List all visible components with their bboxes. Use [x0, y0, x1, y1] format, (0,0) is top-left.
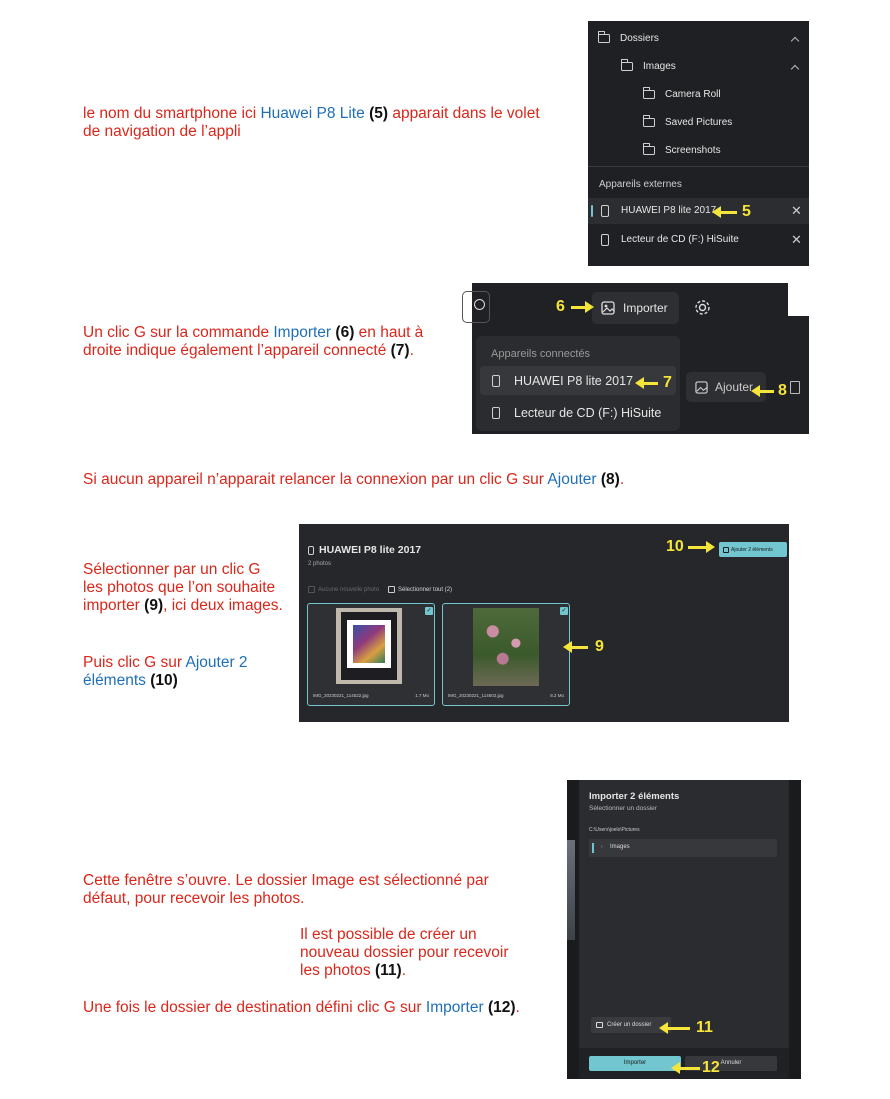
- import-menu-screenshot: [472, 283, 809, 434]
- link-importer-2: Importer: [425, 999, 484, 1016]
- nav-item-screenshots[interactable]: Screenshots: [643, 145, 721, 156]
- no-new-photo-checkbox[interactable]: Aucune nouvelle photo: [308, 586, 379, 593]
- chevron-right-icon: ›: [601, 844, 603, 850]
- photo-import-icon: [601, 301, 615, 315]
- folder-add-icon: [596, 1022, 603, 1028]
- folder-icon: [643, 90, 655, 99]
- selected-indicator: [591, 205, 593, 217]
- device-title: HUAWEI P8 lite 2017: [308, 544, 421, 556]
- step10-text: Puis clic G sur Ajouter 2 éléments (10): [83, 654, 248, 689]
- arrow-left-icon: [671, 1062, 680, 1074]
- photo-filename: IMG_20230221_114522.jpg: [313, 693, 369, 698]
- checkbox-icon: [308, 586, 315, 593]
- create-folder-button[interactable]: Créer un dossier: [591, 1017, 671, 1033]
- import-button[interactable]: Importer: [589, 1056, 681, 1071]
- folder-icon: [643, 146, 655, 155]
- close-icon[interactable]: ✕: [791, 232, 802, 247]
- nav-item-camera-roll[interactable]: Camera Roll: [643, 89, 721, 100]
- link-ajouter-2: Ajouter 2 éléments: [83, 654, 248, 689]
- gear-icon[interactable]: [694, 299, 711, 316]
- photo-card[interactable]: [442, 603, 570, 706]
- photo-thumbnail: [336, 608, 402, 684]
- search-icon[interactable]: [474, 299, 485, 310]
- cancel-button[interactable]: Annuler: [685, 1056, 777, 1071]
- background-photo-strip: [567, 840, 575, 940]
- import-dialog-screenshot: [567, 780, 801, 1079]
- add-button[interactable]: Ajouter: [686, 372, 766, 402]
- nav-item-folders[interactable]: Dossiers: [598, 33, 659, 44]
- step11-create-text: Il est possible de créer un nouveau dossier pour recevoir les photos (11).: [300, 926, 509, 979]
- annotation-arrow-5: 5: [712, 203, 751, 221]
- arrow-right-icon: [585, 301, 594, 313]
- flyout-item-huawei[interactable]: HUAWEI P8 lite 2017: [480, 366, 676, 395]
- photo-add-icon: [723, 547, 729, 553]
- nav-item-images[interactable]: Images: [621, 61, 676, 72]
- add-items-button[interactable]: Ajouter 2 éléments: [719, 542, 787, 557]
- navigation-pane-screenshot: [588, 21, 809, 266]
- link-importer: Importer: [273, 324, 332, 341]
- nav-item-device-cd[interactable]: Lecteur de CD (F:) HiSuite ✕: [588, 227, 809, 253]
- arrow-left-icon: [712, 206, 721, 218]
- annotation-arrow-6: 6: [556, 298, 594, 316]
- close-icon[interactable]: ✕: [791, 203, 802, 218]
- step6-text: Un clic G sur la commande Importer (6) en haut à droite indique également l’appareil connecté (7).: [83, 324, 424, 359]
- folder-icon: [598, 34, 610, 43]
- step5-text: le nom du smartphone ici Huawei P8 Lite (5) apparait dans le volet de navigation de l’appli: [83, 105, 540, 140]
- phone-icon: [492, 407, 500, 419]
- import-button[interactable]: Importer: [592, 292, 679, 324]
- step12-text: Une fois le dossier de destination défini clic G sur Importer (12).: [83, 999, 520, 1016]
- arrow-right-icon: [706, 541, 715, 553]
- flyout-header: Appareils connectés: [491, 348, 591, 360]
- phone-icon: [601, 234, 609, 246]
- link-ajouter: Ajouter: [547, 471, 597, 488]
- step11-text: Cette fenêtre s’ouvre. Le dossier Image est sélectionné par défaut, pour recevoir les photos.: [83, 872, 489, 907]
- annotation-arrow-7: 7: [635, 374, 672, 392]
- phone-icon: [492, 375, 500, 387]
- annotation-arrow-11: 11: [659, 1019, 713, 1037]
- annotation-arrow-8: 8: [751, 382, 787, 400]
- step9-text: Sélectionner par un clic G les photos que l’on souhaite importer (9), ici deux images.: [83, 561, 283, 614]
- dialog-title: Importer 2 éléments: [589, 791, 680, 802]
- arrow-left-icon: [751, 385, 760, 397]
- annotation-arrow-12: 12: [671, 1059, 720, 1077]
- folder-tree-item-images[interactable]: › Images: [589, 839, 777, 857]
- select-all-checkbox[interactable]: Sélectionner tout (2): [388, 586, 452, 593]
- checkbox-checked-icon[interactable]: ✓: [561, 608, 567, 614]
- section-header-external: Appareils externes: [599, 179, 682, 190]
- chevron-up-icon[interactable]: [791, 37, 799, 45]
- photo-filesize: 8.2 Mo: [550, 693, 564, 698]
- photo-filesize: 1.7 Mo: [415, 693, 429, 698]
- photo-thumbnail: [473, 608, 539, 686]
- arrow-left-icon: [635, 377, 644, 389]
- checkbox-checked-icon[interactable]: ✓: [426, 608, 432, 614]
- nav-item-device-huawei[interactable]: HUAWEI P8 lite 2017 ✕: [588, 198, 809, 224]
- folder-path: C:\Users\joels\Pictures: [589, 827, 640, 833]
- selected-indicator: [592, 843, 594, 853]
- photo-filename: IMG_20230221_114502.jpg: [448, 693, 504, 698]
- checkbox-icon: [388, 586, 395, 593]
- nav-item-saved-pictures[interactable]: Saved Pictures: [643, 117, 732, 128]
- trash-icon[interactable]: [790, 381, 800, 394]
- divider: [588, 166, 809, 167]
- dialog-subtitle: Sélectionner un dossier: [589, 805, 657, 812]
- arrow-left-icon: [659, 1022, 668, 1034]
- phone-icon: [308, 546, 314, 555]
- annotation-arrow-9: 9: [563, 638, 604, 656]
- photo-selection-screenshot: [299, 524, 789, 722]
- arrow-left-icon: [563, 641, 572, 653]
- photo-card[interactable]: [307, 603, 435, 706]
- step8-text: Si aucun appareil n’apparait relancer la connexion par un clic G sur Ajouter (8).: [83, 471, 625, 488]
- link-huawei: Huawei P8 Lite: [260, 105, 365, 122]
- flyout-item-cd[interactable]: Lecteur de CD (F:) HiSuite: [480, 399, 676, 427]
- photo-count: 2 photos: [308, 561, 332, 567]
- photo-add-icon: [695, 381, 708, 394]
- folder-icon: [643, 118, 655, 127]
- folder-icon: [621, 62, 633, 71]
- window-edge: [788, 283, 809, 316]
- annotation-arrow-10: 10: [666, 538, 715, 556]
- phone-icon: [601, 205, 609, 217]
- chevron-up-icon[interactable]: [791, 65, 799, 73]
